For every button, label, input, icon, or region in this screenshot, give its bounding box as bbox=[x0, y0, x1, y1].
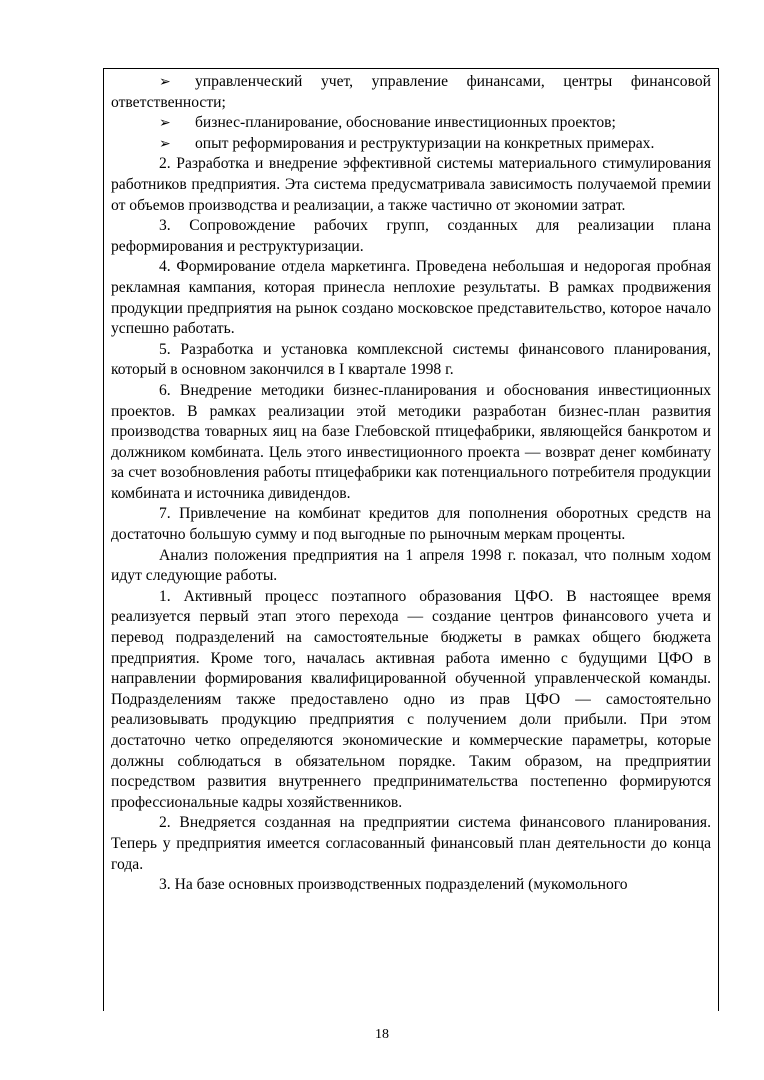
document-body bbox=[111, 72, 711, 896]
paragraph: 2. Разработка и внедрение эффективной системы материального стимулирования работников предприятия. Эта система предусматривала зависимость получаемой премии от объемов производства и реализации, а также частично от экономии затрат. bbox=[111, 155, 711, 214]
arrow-bullet-icon: ➢ bbox=[159, 135, 171, 152]
bullet-item: ➢ бизнес-планирование, обоснование инвестиционных проектов; bbox=[111, 113, 711, 134]
arrow-bullet-icon: ➢ bbox=[159, 74, 171, 90]
page-number: 18 bbox=[375, 1027, 389, 1042]
bullet-item: ➢ управленческий учет, управление финансами, центры финансовой ответственности; bbox=[111, 73, 711, 111]
paragraph: 6. Внедрение методики бизнес-планирования и обоснования инвестиционных проектов. В рамках реализации этой методики разработан бизнес-план развития производства товарных яиц на базе Глебовской птицефабрики, являющейся банкротом и должником комбината. Цель этого инвестиционного проекта — возврат денег комбинату за счет возобновления работы птицефабрики как потенциального потребителя продукции комбината и источника дивидендов. bbox=[111, 381, 711, 502]
paragraph: 5. Разработка и установка комплексной системы финансового планирования, который в основном закончился в I квартале 1998 г. bbox=[111, 340, 711, 379]
paragraph: 3. На базе основных производственных подразделений (мукомольного bbox=[159, 876, 628, 894]
paragraph: 7. Привлечение на комбинат кредитов для пополнения оборотных средств на достаточно большую сумму и под выгодные по рыночным меркам проценты. bbox=[111, 505, 711, 544]
paragraph: 4. Формирование отдела маркетинга. Проведена небольшая и недорогая пробная рекламная кампания, которая принесла неплохие результаты. В рамках продвижения продукции предприятия на рынок создано московское представительство, которое начало успешно работать. bbox=[111, 258, 711, 338]
paragraph: 2. Внедряется созданная на предприятии система финансового планирования. Теперь у предприятия имеется согласованный финансовый план деятельности до конца года. bbox=[111, 814, 711, 873]
paragraph: 3. Сопровождение рабочих групп, созданных для реализации плана реформирования и реструктуризации. bbox=[111, 217, 711, 255]
paragraph: 1. Активный процесс поэтапного образования ЦФО. В настоящее время реализуется первый этап этого перехода — создание центров финансового учета и перевод подразделений на самостоятельные бюджеты в рамках общего бюджета предприятия. Кроме того, началась активная работа именно с будущими ЦФО в направлении формирования квалифицированной обученной управленческой команды. Подразделениям также предоставлено одно из прав ЦФО — самостоятельно реализовывать продукцию предприятия с получением доли прибыли. При этом достаточно четко определяются экономические и коммерческие параметры, которые должны соблюдаться в обязательном порядке. Таким образом, на предприятии посредством развития внутреннего предпринимательства постепенно формируются профессиональные кадры хозяйственников. bbox=[111, 587, 711, 811]
paragraph: Анализ положения предприятия на 1 апреля 1998 г. показал, что полным ходом идут следующие работы. bbox=[111, 546, 711, 585]
bullet-item: ➢ опыт реформирования и реструктуризации на конкретных примерах. bbox=[111, 134, 711, 155]
arrow-bullet-icon: ➢ bbox=[159, 115, 171, 132]
